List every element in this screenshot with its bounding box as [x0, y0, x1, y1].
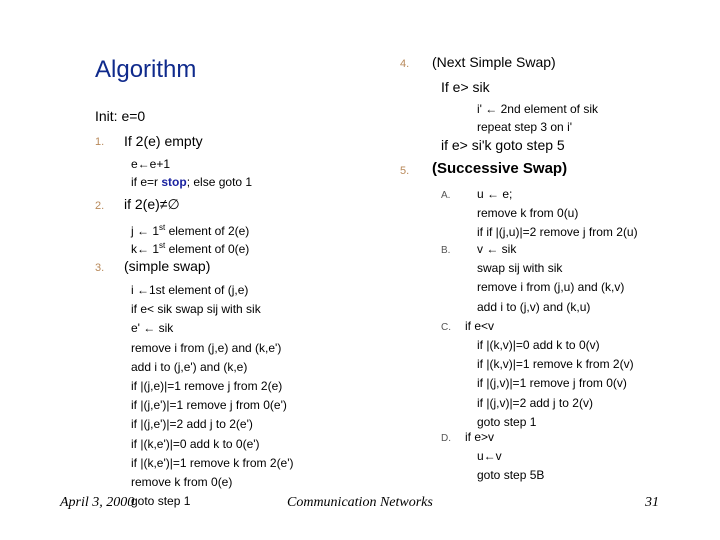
- step-4-line: If e> sik: [441, 79, 490, 95]
- init-line: Init: e=0: [95, 108, 146, 124]
- footer-course: Communication Networks: [287, 495, 433, 510]
- step-1-line: e←e+1: [131, 157, 171, 171]
- footer-date: April 3, 2000: [60, 495, 135, 510]
- step-1-line: if e=r stop; else goto 1: [131, 175, 253, 189]
- step-4-line: i' ← 2nd element of sik: [477, 102, 599, 116]
- substep-c-head: if e<v: [465, 319, 495, 333]
- step-5-heading: (Successive Swap): [432, 160, 568, 177]
- step-1-heading: If 2(e) empty: [124, 133, 203, 149]
- step-2-line: j ← 1st element of 2(e): [131, 223, 250, 238]
- substep-a-lines: u ← e; remove k from 0(u) if if |(j,u)|=2 remove j from 2(u): [477, 187, 638, 240]
- substep-c-label: C.: [441, 322, 451, 333]
- stop-keyword: stop: [161, 175, 187, 189]
- step-4-line: if e> si'k goto step 5: [441, 137, 565, 153]
- step-3-number: 3.: [95, 262, 105, 274]
- footer-page-number: 31: [645, 495, 659, 510]
- substep-b-label: B.: [441, 245, 451, 256]
- step-2-line: k← 1st element of 0(e): [131, 241, 250, 256]
- step-4-heading: (Next Simple Swap): [432, 54, 556, 70]
- substep-c-lines: if |(k,v)|=0 add k to 0(v) if |(k,v)|=1 remove k from 2(v) if |(j,v)|=1 remove j from 0(v) if |(j,v)|=2 add j to 2(v) goto step 1: [477, 338, 634, 429]
- step-2-heading: if 2(e)≠∅: [124, 196, 180, 212]
- substep-d-lines: u←v goto step 5B: [477, 449, 545, 483]
- substep-d-label: D.: [441, 433, 451, 444]
- step-1-number: 1.: [95, 136, 105, 148]
- step-3-lines: i ←1st element of (j,e) if e< sik swap sij with sik e' ← sik remove i from (j,e) and (k,e') add i to (j,e') and (k,e) if |(j,e)|=1 remove j from 2(e) if |(j,e')|=1 remove j from 0(e') if |(j,e')|=2 add j to 2(e') if |(k,e')|=0 add k to 0(e') if |(k,e')|=1 remove k from 2(e') remove k from 0(e) goto step 1: [131, 283, 294, 509]
- step-3-heading: (simple swap): [124, 258, 211, 274]
- step-4-line: repeat step 3 on i': [477, 120, 573, 134]
- substep-a-label: A.: [441, 190, 451, 201]
- step-5-number: 5.: [400, 165, 410, 177]
- slide-title: Algorithm: [95, 56, 197, 83]
- substep-b-lines: v ← sik swap sij with sik remove i from (j,u) and (k,v) add i to (j,v) and (k,u): [477, 242, 625, 314]
- step-4-number: 4.: [400, 58, 410, 70]
- substep-d-head: if e>v: [465, 430, 495, 444]
- step-2-number: 2.: [95, 200, 105, 212]
